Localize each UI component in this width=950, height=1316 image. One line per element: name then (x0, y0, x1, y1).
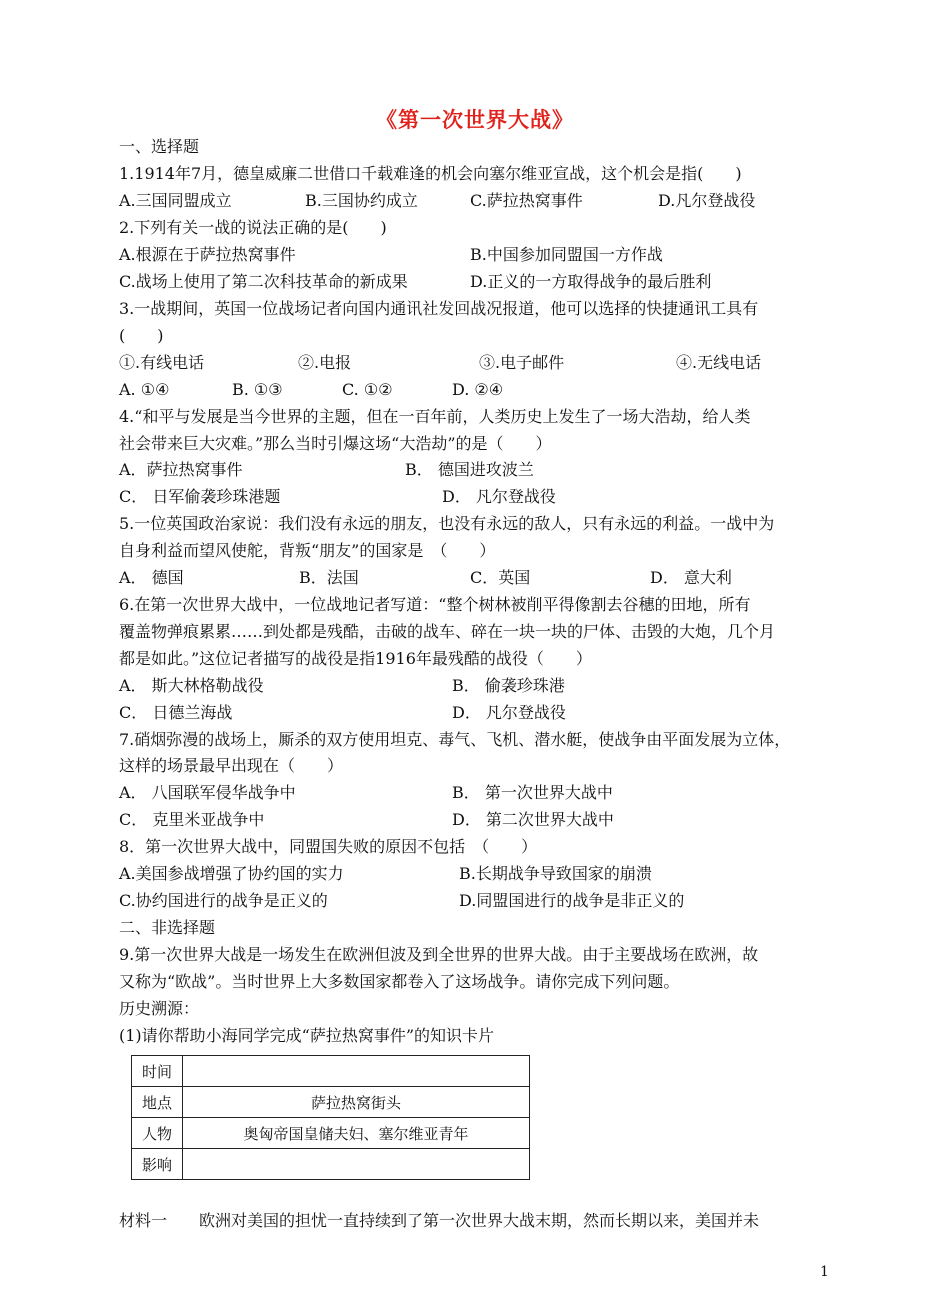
choice-item: ③.电子邮件 (479, 353, 565, 372)
table-cell-key: 人物 (132, 1118, 183, 1149)
question-9-stem: 9.第一次世界大战是一场发生在欧洲但波及到全世界的世界大战。由于主要战场在欧洲，故 (119, 945, 759, 964)
option: B． 第一次世界大战中 (452, 783, 613, 802)
table-row (132, 1149, 530, 1180)
question-3-stem-cont: ( ) (119, 326, 164, 345)
material-text: 材料一 欧洲对美国的担忧一直持续到了第一次世界大战末期，然而长期以来，美国并未 (119, 1211, 760, 1230)
option: C.战场上使用了第二次科技革命的新成果 (119, 272, 408, 291)
section-heading: 二、非选择题 (119, 918, 216, 937)
option: D． 凡尔登战役 (442, 487, 556, 506)
question-7-stem: 7.硝烟弥漫的战场上，厮杀的双方使用坦克、毒气、飞机、潜水艇，使战争由平面发展为立体， (119, 730, 791, 749)
option: D． 意大利 (650, 568, 732, 587)
subheading: 历史溯源： (119, 999, 200, 1018)
option: D. ②④ (452, 380, 504, 399)
option: A. ①④ (119, 380, 170, 399)
question-9-stem-cont: 又称为“欧战”。当时世界上大多数国家都卷入了这场战争。请你完成下列问题。 (119, 972, 680, 991)
option: A． 斯大林格勒战役 (119, 676, 264, 695)
question-6-stem-cont: 都是如此。”这位记者描写的战役是指1916年最残酷的战役（ ） (119, 649, 592, 668)
table-cell-value (183, 1149, 530, 1180)
question-8-stem: 8．第一次世界大战中，同盟国失败的原因不包括 （ ） (119, 837, 538, 856)
option: B.中国参加同盟国一方作战 (470, 245, 663, 264)
table-row (132, 1118, 530, 1149)
option: C． 日军偷袭珍珠港题 (119, 487, 281, 506)
table-row (132, 1087, 530, 1118)
option: D.同盟国进行的战争是非正义的 (459, 891, 685, 910)
table-cell-value: 萨拉热窝街头 (183, 1087, 530, 1118)
option: A． 八国联军侵华战争中 (119, 783, 296, 802)
option: C. ①② (342, 380, 393, 399)
option: A．萨拉热窝事件 (119, 460, 243, 479)
option: D． 第二次世界大战中 (452, 810, 614, 829)
option: A.美国参战增强了协约国的实力 (119, 864, 344, 883)
choice-item: ④.无线电话 (676, 353, 762, 372)
question-7-stem-cont: 这样的场景最早出现在（ ） (119, 756, 344, 775)
option: C． 日德兰海战 (119, 703, 233, 722)
question-2-stem: 2.下列有关一战的说法正确的是( ) (119, 218, 387, 237)
option: C．英国 (470, 568, 531, 587)
question-5-stem: 5.一位英国政治家说：我们没有永远的朋友，也没有永远的敌人，只有永远的利益。一战中为 (119, 514, 775, 533)
option: B． 偷袭珍珠港 (452, 676, 565, 695)
table-cell-value (183, 1056, 530, 1087)
choice-item: ①.有线电话 (119, 353, 205, 372)
question-1-stem: 1.1914年7月，德皇威廉二世借口千载难逢的机会向塞尔维亚宣战，这个机会是指( ) (119, 164, 742, 183)
option: B.三国协约成立 (305, 191, 418, 210)
question-9-part-1: (1)请你帮助小海同学完成“萨拉热窝事件”的知识卡片 (119, 1026, 495, 1045)
question-5-stem-cont: 自身利益而望风使舵，背叛“朋友”的国家是 （ ） (119, 541, 496, 560)
table-cell-value: 奥匈帝国皇储夫妇、塞尔维亚青年 (183, 1118, 530, 1149)
table-cell-key: 时间 (132, 1056, 183, 1087)
option: B. ①③ (232, 380, 283, 399)
table-cell-key: 影响 (132, 1149, 183, 1180)
option: B． 德国进攻波兰 (405, 460, 534, 479)
option: B.长期战争导致国家的崩溃 (459, 864, 652, 883)
option: B．法国 (299, 568, 359, 587)
option: A.三国同盟成立 (119, 191, 232, 210)
option: D． 凡尔登战役 (452, 703, 566, 722)
knowledge-card-table (131, 1055, 530, 1180)
option: D.正义的一方取得战争的最后胜利 (470, 272, 712, 291)
table-row (132, 1056, 530, 1087)
table-cell-key: 地点 (132, 1087, 183, 1118)
option: D.凡尔登战役 (658, 191, 756, 210)
question-3-stem: 3.一战期间，英国一位战场记者向国内通讯社发回战况报道，他可以选择的快捷通讯工具有 (119, 299, 759, 318)
option: C． 克里米亚战争中 (119, 810, 265, 829)
question-6-stem-cont: 覆盖物弹痕累累……到处都是残酷，击破的战车、碎在一块一块的尸体、击毁的大炮，几个月 (119, 622, 776, 641)
page-number: 1 (820, 1264, 829, 1280)
option: C.协约国进行的战争是正义的 (119, 891, 328, 910)
option: A． 德国 (119, 568, 184, 587)
question-4-stem-cont: 社会带来巨大灾难。”那么当时引爆这场“大浩劫”的是（ ） (119, 434, 552, 453)
document-title: 《第一次世界大战》 (376, 107, 574, 132)
question-6-stem: 6.在第一次世界大战中，一位战地记者写道：“整个树林被削平得像割去谷穗的田地，所有 (119, 595, 751, 614)
section-heading: 一、选择题 (119, 137, 200, 156)
option: C.萨拉热窝事件 (470, 191, 583, 210)
choice-item: ②.电报 (298, 353, 352, 372)
question-4-stem: 4.“和平与发展是当今世界的主题，但在一百年前，人类历史上发生了一场大浩劫，给人类 (119, 407, 751, 426)
option: A.根源在于萨拉热窝事件 (119, 245, 296, 264)
